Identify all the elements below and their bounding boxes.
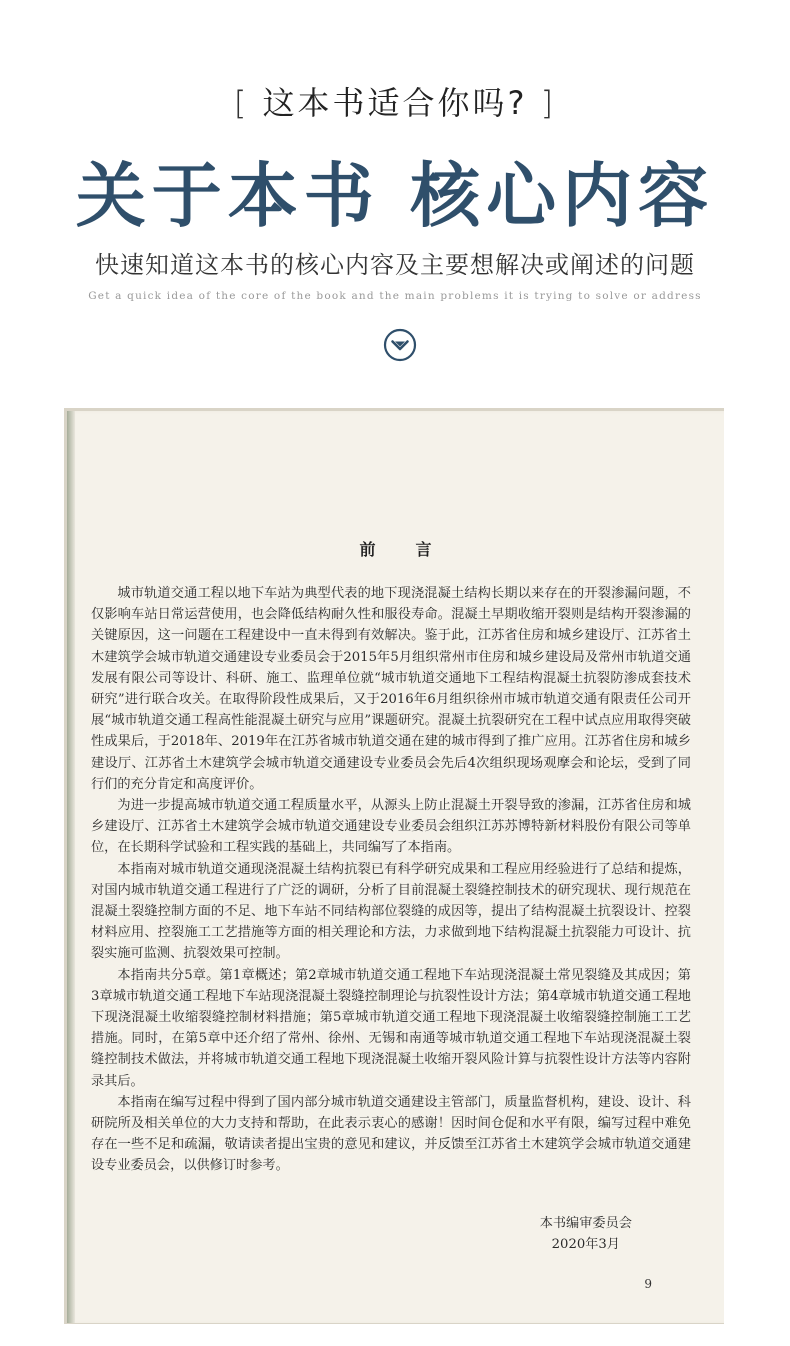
preface-paragraph: 本指南共分5章。第1章概述；第2章城市轨道交通工程地下车站现浇混凝土常见裂缝及其成因；第3章城市轨道交通工程地下车站现浇混凝土裂缝控制理论与抗裂性设计方法；第4章城市轨道交通工程地下现浇混凝土收缩裂缝控制材料措施；第5章城市轨道交通工程地下现浇混凝土收缩裂缝控制施工工艺措施。同时，在第5章中还介绍了常州、徐州、无锡和南通等城市轨道交通工程地下车站现浇混凝土裂缝控制技术做法，并将城市轨道交通工程地下现浇混凝土收缩开裂风险计算与抗裂性设计方法等内容附录其后。 — [91, 967, 691, 1089]
page-title: 关于本书 核心内容 — [75, 154, 715, 237]
preface-heading: 前言 — [359, 540, 472, 559]
preface-paragraph: 为进一步提高城市轨道交通工程质量水平，从源头上防止混凝土开裂导致的渗漏，江苏省住房和城乡建设厅、江苏省土木建筑学会城市轨道交通建设专业委员会组织江苏苏博特新材料股份有限公司等单位，在长期科学试验和工程实践的基础上，共同编写了本指南。 — [91, 798, 691, 856]
preface-paragraph: 城市轨道交通工程以地下车站为典型代表的地下现浇混凝土结构长期以来存在的开裂渗漏问题，不仅影响车站日常运营使用，也会降低结构耐久性和服役寿命。混凝土早期收缩开裂则是结构开裂渗漏的关键原因，这一问题在工程建设中一直未得到有效解决。鉴于此，江苏省住房和城乡建设厅、江苏省土木建筑学会城市轨道交通建设专业委员会于2015年5月组织常州市住房和城乡建设局及常州市轨道交通发展有限公司等设计、科研、施工、监理单位就“城市轨道交通地下工程结构混凝土抗裂防渗成套技术研究”进行联合攻关。在取得阶段性成果后，又于2016年6月组织徐州市城市轨道交通有限责任公司开展“城市轨道交通工程高性能混凝土研究与应用”课题研究。混凝土抗裂研究在工程中试点应用取得突破性成果后，于2018年、2019年在江苏省城市轨道交通在建的城市得到了推广应用。江苏省住房和城乡建设厅、江苏省土木建筑学会城市轨道交通建设专业委员会先后4次组织现场观摩会和论坛，受到了同行们的充分肯定和高度评价。 — [91, 586, 691, 792]
preface-paragraph: 本指南对城市轨道交通现浇混凝土结构抗裂已有科学研究成果和工程应用经验进行了总结和提炼，对国内城市轨道交通工程进行了广泛的调研，分析了目前混凝土裂缝控制技术的研究现状、现行规范在混凝土裂缝控制方面的不足、地下车站不同结构部位裂缝的成因等，提出了结构混凝土抗裂设计、控裂材料应用、控裂施工工艺措施等方面的相关理论和方法，力求做到地下结构混凝土抗裂能力可设计、抗裂实施可监测、抗裂效果可控制。 — [91, 861, 691, 962]
preface-paragraph: 本指南在编写过程中得到了国内部分城市轨道交通建设主管部门，质量监督机构，建设、设计、科研院所及相关单位的大力支持和帮助，在此表示衷心的感谢！因时间仓促和水平有限，编写过程中难免存在一些不足和疏漏，敬请读者提出宝贵的意见和建议，并反馈至江苏省土木建筑学会城市轨道交通建设专业委员会，以供修订时参考。 — [91, 1094, 691, 1174]
signature-date: 2020年3月 — [551, 1237, 620, 1252]
page-subtitle: 快速知道这本书的核心内容及主要想解决或阐述的问题 — [95, 251, 695, 279]
preface-body — [91, 583, 691, 1177]
page-number: 9 — [644, 1277, 652, 1291]
page-subtitle-english: Get a quick idea of the core of the book and the main problems it is trying to solve or address — [88, 290, 702, 302]
signature-org: 本书编审委员会 — [539, 1216, 632, 1231]
tag-text: 这本书适合你吗? — [262, 84, 528, 122]
tag-open-bracket: [ — [233, 84, 250, 122]
chevron-down-circle-icon — [383, 328, 417, 362]
preface-signature — [540, 1213, 632, 1255]
tag-close-bracket: ] — [540, 84, 557, 122]
header-section — [0, 0, 790, 400]
header-tag — [0, 78, 790, 124]
book-page — [67, 411, 724, 1323]
